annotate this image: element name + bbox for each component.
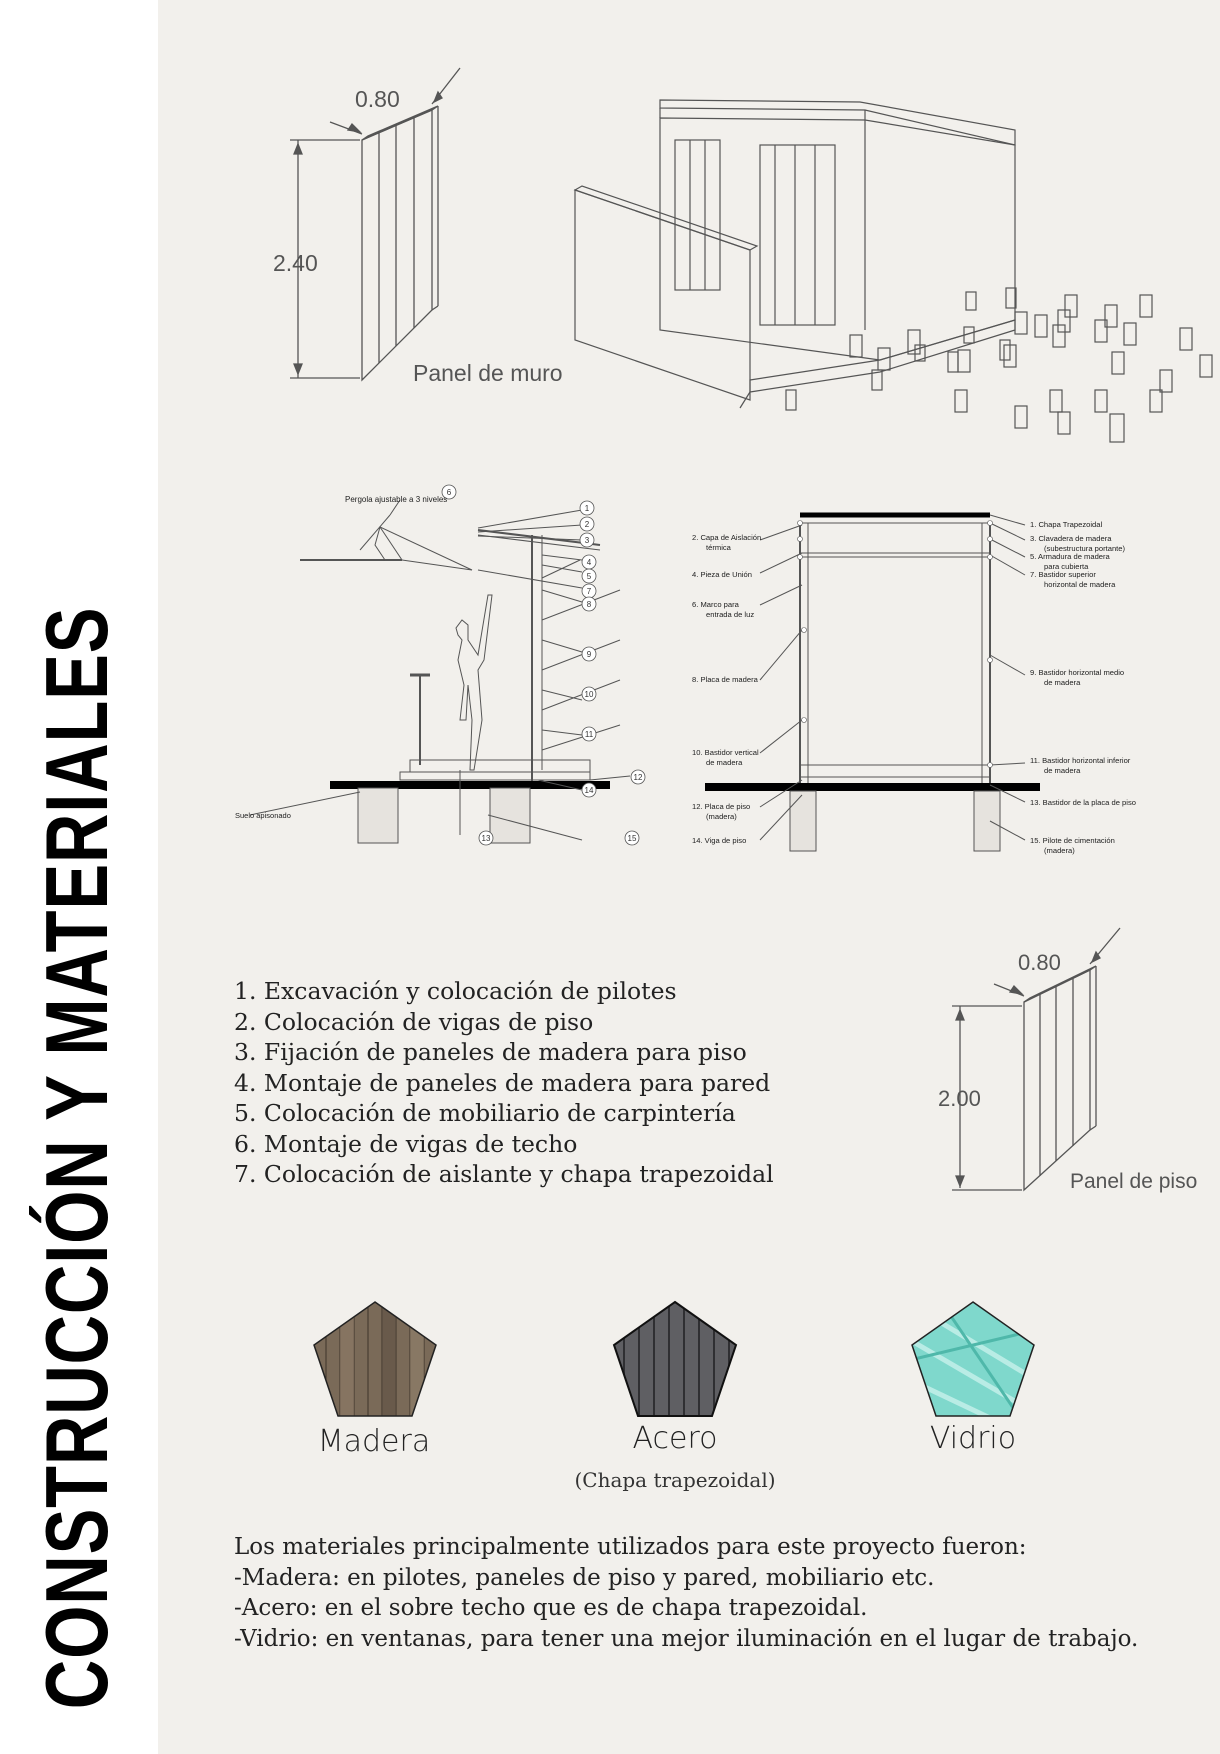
paragraph-line: -Vidrio: en ventanas, para tener una mejor iluminación en el lugar de trabajo. [234,1625,1139,1652]
callout-7: 7 [586,587,592,596]
floor-panel-height: 2.00 [938,1086,981,1111]
step-item: 4. Montaje de paneles de madera para pared [234,1068,771,1097]
sidebar [0,0,158,1754]
step-item: 6. Montaje de vigas de techo [234,1129,578,1158]
callout-5: 5 [586,572,592,581]
material-name-acero: Acero [632,1421,718,1456]
section-label: 11. Bastidor horizontal inferior de madera [1030,756,1131,775]
isometric-building-drawing [560,90,1220,430]
section-label: 6. Marco para entrada de luz [692,600,755,619]
page-title: CONSTRUCCIÓN Y MATERIALES [27,606,126,1710]
callout-13: 13 [481,834,491,843]
construction-steps [234,976,774,1190]
step-item: 1. Excavación y colocación de pilotes [234,977,677,1005]
floor-panel-caption: Panel de piso [1070,1170,1198,1193]
callout-2: 2 [584,520,590,529]
paragraph-line: -Madera: en pilotes, paneles de piso y pared, mobiliario etc. [234,1564,935,1591]
right-right-labels [1030,520,1136,855]
callout-14: 14 [584,786,594,795]
paragraph-line: -Acero: en el sobre techo que es de chapa trapezoidal. [234,1595,868,1621]
pergola-label: Pergola ajustable a 3 niveles [345,495,448,504]
section-label: 12. Placa de piso (madera) [692,802,751,821]
step-item: 5. Colocación de mobiliario de carpintería [234,1099,736,1127]
section-label: 8. Placa de madera [692,675,758,684]
material-sub-acero: (Chapa trapezoidal) [574,1468,776,1492]
acero-swatch [612,1300,738,1418]
section-label: 13. Bastidor de la placa de piso [1030,798,1136,807]
wall-panel-width: 0.80 [355,86,400,112]
callout-8: 8 [586,600,592,609]
callout-3: 3 [584,536,590,545]
wall-panel-drawing [260,60,600,400]
wall-panel-height: 2.40 [273,250,318,276]
section-label: 4. Pieza de Unión [692,570,752,579]
section-label: 2. Capa de Aislación térmica [692,533,762,552]
section-label: 7. Bastidor superior horizontal de madera [1030,570,1116,589]
callout-11: 11 [584,730,594,739]
section-label: 3. Clavadera de madera (subestructura portante) [1030,534,1126,553]
floor-panel-drawing [930,920,1220,1210]
callout-1: 1 [584,504,590,513]
material-name-vidrio: Vidrio [929,1421,1017,1456]
section-label: 5. Armadura de madera para cubierta [1030,552,1110,571]
wall-panel-caption: Panel de muro [413,360,563,386]
materials-paragraph [234,1532,1154,1654]
callout-6: 6 [446,488,452,497]
vidrio-swatch [910,1300,1036,1418]
callout-10: 10 [584,690,594,699]
left-section-drawing [220,480,700,860]
callout-9: 9 [586,650,592,659]
section-label: 9. Bastidor horizontal medio de madera [1030,668,1125,687]
paragraph-line: Los materiales principalmente utilizados para este proyecto fueron: [234,1534,1027,1560]
section-label: 15. Pilote de cimentación (madera) [1030,836,1115,855]
material-name-madera: Madera [317,1424,431,1459]
madera-swatch [312,1300,438,1418]
ground-label: Suelo apisonado [235,811,291,820]
step-item: 3. Fijación de paneles de madera para piso [234,1038,747,1066]
section-label: 1. Chapa Trapezoidal [1030,520,1103,529]
section-label: 14. Viga de piso [692,836,747,845]
step-item: 2. Colocación de vigas de piso [234,1007,594,1036]
callout-12: 12 [633,773,643,782]
floor-panel-width: 0.80 [1018,950,1061,975]
right-section-drawing [692,495,1180,865]
step-item: 7. Colocación de aislante y chapa trapezoidal [234,1160,774,1188]
callout-4: 4 [586,558,592,567]
right-left-labels [692,533,761,845]
section-label: 10. Bastidor vertical de madera [692,748,759,767]
callout-15: 15 [627,834,637,843]
